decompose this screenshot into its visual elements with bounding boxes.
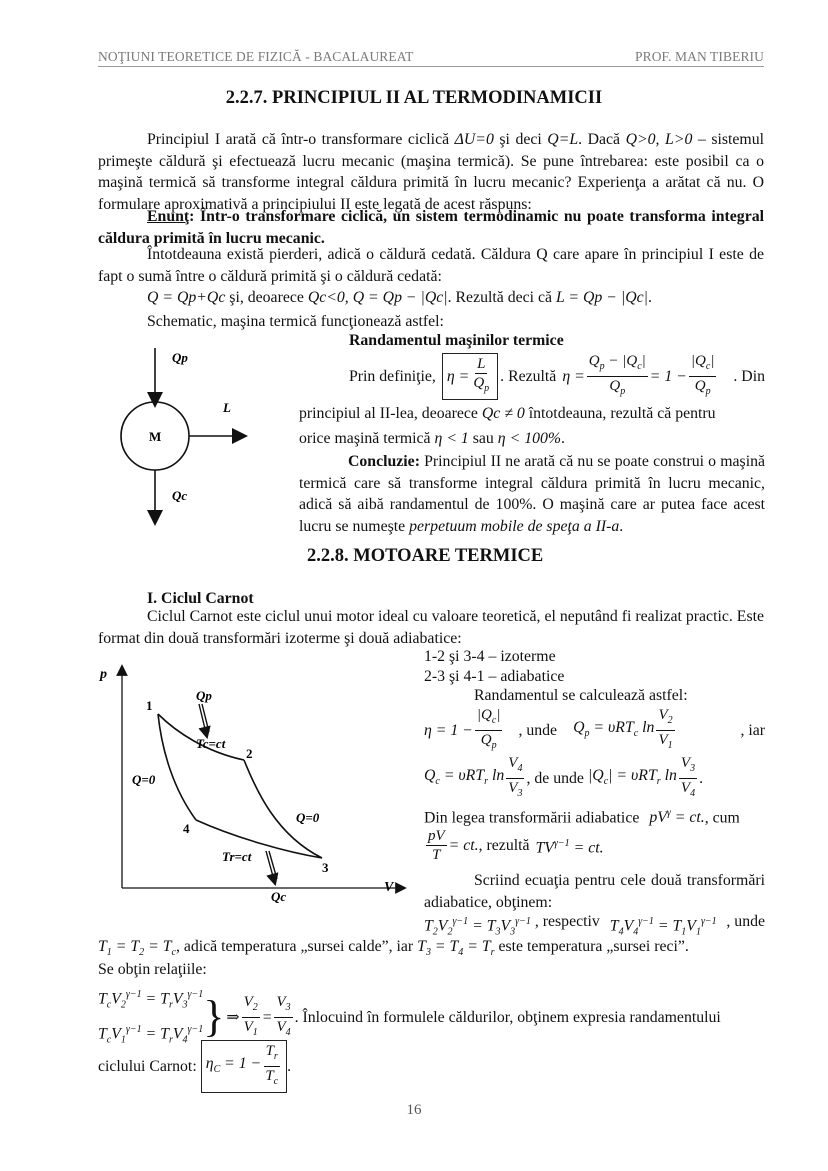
- point-3-label: 3: [322, 860, 329, 875]
- adiabats-line: 2-3 şi 4-1 – adiabatice: [424, 668, 565, 685]
- section-title-2-2-8: 2.2.8. MOTOARE TERMICE: [307, 546, 544, 566]
- text: perpetuum mobile de speţa a II-a: [409, 517, 620, 535]
- q0-left-label: Q=0: [132, 772, 156, 787]
- carnot-efficiency-box: $\eta_C = 1$ − $\frac{T_r}{T_c}$: [201, 1040, 287, 1093]
- writing-equation-paragraph: Scriind ecuaţia pentru cele două transformări adiabatice, obţinem:: [424, 872, 765, 911]
- text: sau: [468, 430, 498, 447]
- text: . Dacă: [578, 131, 626, 148]
- text: Principiul I arată că într-o transformare ciclică: [147, 131, 455, 148]
- fraction: $\frac{L}{Q_p}$: [473, 356, 490, 394]
- efficiency-definition: Prin definiţie, η = $\frac{L}{Q_p}$ . Rezultă η = $\frac{Q_p - |Q_c|}{Q_p}$ = 1 − $\frac{|Q_c|}{Q_p}$ . Din: [349, 352, 765, 401]
- p-axis-label: p: [100, 667, 107, 682]
- conclusion-paragraph: [299, 451, 765, 537]
- text: .: [561, 430, 565, 447]
- text: întotdeauna, rezultă că pentru: [524, 405, 716, 422]
- qp-label: Qp: [172, 350, 188, 365]
- point-1-label: 1: [146, 698, 153, 713]
- paragraph-losses: Întotdeauna există pierderi, adică o căldură cedată. Căldura Q care apare în principiul I este de fapt o sumă între o căldură primită şi o căldură cedată:: [98, 246, 764, 285]
- text: . Din: [733, 367, 765, 385]
- carnot-final-line: ciclului Carnot: $\eta_C = 1$ − $\frac{T_r}{T_c}$ .: [98, 1040, 291, 1093]
- equation: Qc<0, Q = Qp − |Qc|: [307, 289, 448, 306]
- qc-label: Qc: [172, 488, 188, 503]
- heat-engine-diagram: [110, 340, 300, 530]
- efficiency-heading: Randamentul maşinilor termice: [349, 332, 564, 349]
- header-right: PROF. MAN TIBERIU: [634, 49, 764, 64]
- isotherms-line: 1-2 şi 3-4 – izoterme: [424, 648, 556, 665]
- tc-label: Tc=ct: [196, 736, 226, 751]
- temperature-sources-line: $T_1 = T_2 = T_c$, adică temperatura „sursei calde”, iar $T_3 = T_4 = T_r$ este temperatura „sursei reci”.: [98, 938, 689, 959]
- efficiency-definition-box: η = $\frac{L}{Q_p}$: [442, 353, 498, 400]
- statement-text: : Într-o transformare ciclică, un sistem termodinamic nu poate transforma integral căldura primită în lucru mecanic.: [98, 208, 764, 247]
- relations-intro: Se obţin relaţiile:: [98, 961, 207, 978]
- text: , unde: [726, 913, 765, 930]
- text: şi, deoarece: [225, 289, 308, 306]
- paragraph-carnot-intro: Ciclul Carnot este ciclul unui motor ideal cu valoare teoretică, el neputând fi realizat practic. Este format din două transformări izoterme şi două adiabatice:: [98, 608, 764, 647]
- v-axis-label: V: [384, 880, 394, 895]
- text: ciclului Carnot:: [98, 1057, 197, 1075]
- equation: η < 1: [434, 430, 469, 447]
- equation: Qc ≠ 0: [481, 405, 525, 422]
- heat-equation-line: [147, 287, 652, 309]
- tr-label: Tr=ct: [222, 849, 252, 864]
- text: . Rezultă deci că: [447, 289, 556, 306]
- section-title-2-2-7: 2.2.7. PRINCIPIUL II AL TERMODINAMICII: [225, 88, 603, 108]
- equation: Q = Qp+Qc: [147, 289, 226, 306]
- principle-consequence-2: [299, 428, 565, 450]
- header-left: NOŢIUNI TEORETICE DE FIZICĂ - BACALAUREAT: [98, 49, 414, 64]
- l-label: L: [223, 400, 231, 415]
- equation: Q=L: [547, 131, 579, 148]
- statement-second-law: [98, 206, 764, 249]
- fraction: $\frac{|Q_c|}{Q_p}$: [690, 353, 715, 397]
- text: , iar: [740, 721, 765, 739]
- q0-right-label: Q=0: [296, 810, 320, 825]
- text: – sistemul primeşte căldură şi efectuează lucru mecanic (maşina termică). Se pune întrebarea: este posibil ca o maşină termică să transforme integral căldura primită în lucru mecanic? Experienţa a arătat că nu. O formulare aproximativă a principiului II este legată de acest răspuns:: [98, 131, 764, 213]
- text: este temperatura „sursei reci”.: [494, 938, 689, 955]
- qc-label: Qc: [271, 889, 287, 904]
- relations-system: $T_cV_2^{\gamma-1} = T_rV_3^{\gamma-1}$ $T_cV_1^{\gamma-1} = T_rV_4^{\gamma-1}$ } ⇒ $\frac{V_2}{V_1}$ = $\frac{V_3}{V_4}$ . Înlocuind în formulele căldurilor, obţinem expresia randamentului: [98, 982, 765, 1053]
- machine-label: M: [149, 429, 162, 444]
- qp-label: Qp: [196, 688, 212, 703]
- point-2-label: 2: [246, 746, 253, 761]
- conclusion-label: Concluzie:: [348, 453, 420, 470]
- text: .: [647, 289, 652, 306]
- text: . Rezultă: [500, 367, 557, 385]
- point-4-label: 4: [183, 821, 190, 836]
- text: , adică temperatura „sursei calde”, iar: [175, 938, 418, 955]
- page-number: 16: [406, 1102, 422, 1118]
- paragraph-principle-one: [98, 129, 764, 215]
- text: .: [619, 517, 624, 535]
- isotherm-3-4: [196, 820, 322, 858]
- carnot-pv-diagram: [96, 660, 416, 910]
- adiabatic-relations-line: $T_2V_2^{\gamma-1} = T_3V_3^{\gamma-1}$ , respectiv $T_4V_4^{\gamma-1} = T_1V_1^{\gamma-1}$ , unde: [424, 911, 765, 943]
- text: Principiul II ne arată că nu se poate construi o maşină termică care să transforme integral căldura primită în lucru mecanic, adică să aibă randamentul de 100%. O maşină care ar putea face acest lucru se numeşte: [299, 453, 765, 535]
- text: principiul al II-lea, deoarece: [299, 405, 482, 422]
- principle-consequence: [299, 403, 765, 425]
- text: şi deci: [493, 131, 548, 148]
- equation: Q>0, L>0: [625, 131, 693, 148]
- adiabat-2-3: [244, 760, 322, 858]
- tv-law-line: $\frac{pV}{T}$ = ct. , rezultă $TV^{\gamma-1}$ = ct.: [428, 828, 604, 863]
- text: , unde: [518, 721, 558, 739]
- paragraph-schematic: Schematic, maşina termică funcţionează astfel:: [147, 313, 444, 330]
- text: orice maşină termică: [299, 430, 435, 447]
- equation: ΔU=0: [454, 131, 494, 148]
- carnot-efficiency-formula: η = 1 − $\frac{|Q_c|}{Q_p}$ , unde $Q_p = \upsilon RT_c$ ln $\frac{V_2}{V_1}$ , iar: [424, 707, 765, 751]
- system-equations: $T_cV_2^{\gamma-1} = T_rV_3^{\gamma-1}$ $T_cV_1^{\gamma-1} = T_rV_4^{\gamma-1}$: [98, 989, 204, 1046]
- header-rule: [98, 66, 764, 67]
- equation: L = Qp − |Qc|: [555, 289, 648, 306]
- text: Prin definiţie,: [349, 367, 436, 385]
- text: , cum: [704, 809, 740, 827]
- efficiency-calc-line: Randamentul se calculează astfel:: [474, 687, 688, 704]
- text: , respectiv: [534, 913, 600, 930]
- fraction: $\frac{Q_p - |Q_c|}{Q_p}$: [588, 353, 646, 397]
- equation: η < 100%: [497, 430, 562, 447]
- statement-label: Enunţ: [147, 208, 190, 225]
- text: Din legea transformării adiabatice: [424, 809, 640, 827]
- qc-formula: $Q_c = \upsilon RT_r$ ln $\frac{V_4}{V_3}$ , de unde $|Q_c| = \upsilon RT_r$ ln $\frac{V_3}{V_4}$ .: [424, 755, 704, 799]
- text: . Înlocuind în formulele căldurilor, obţinem expresia randamentului: [294, 1008, 721, 1026]
- text: , de unde: [526, 769, 584, 787]
- adiabatic-law-line: Din legea transformării adiabatice $pV^\gamma$ = ct., cum: [424, 808, 740, 827]
- subsection-carnot: I. Ciclul Carnot: [147, 590, 254, 607]
- text: , rezultă: [478, 836, 530, 854]
